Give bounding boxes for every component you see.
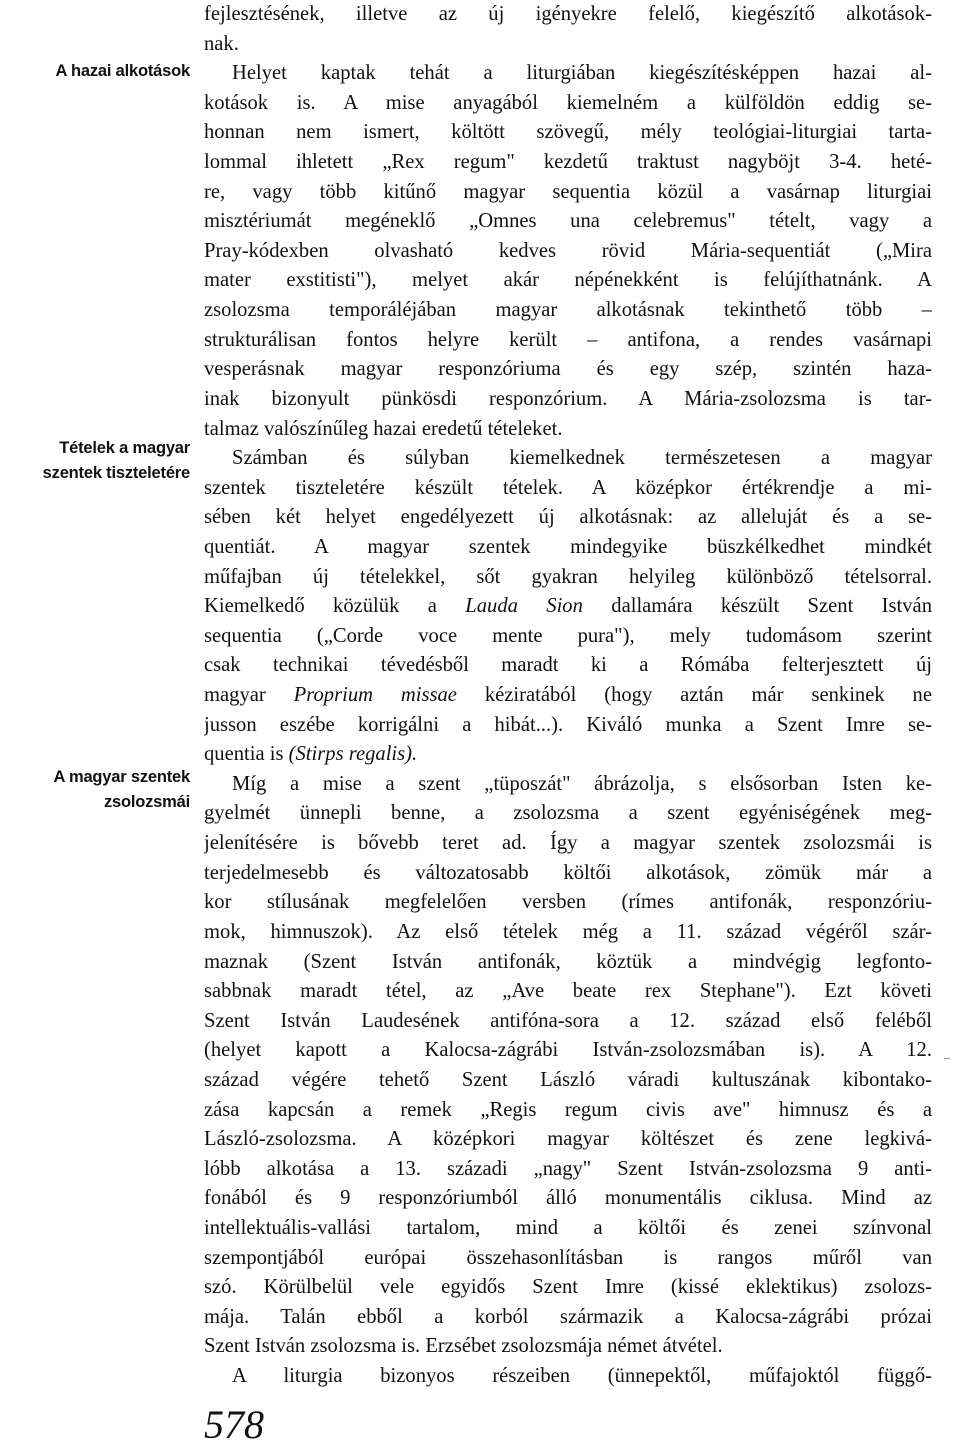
- text-segment: dallamára készült Szent István: [582, 595, 932, 618]
- text-line: csak technikai tévedésből maradt ki a Rómába felterjesztett új: [204, 654, 932, 677]
- text-line: mok, himnuszok). Az első tételek még a 11. század végéről szár-: [204, 920, 932, 943]
- text-line: jelenítésére is bővebb teret ad. Így a magyar szentek zsolozsmái is: [204, 832, 932, 855]
- text-line: [204, 681, 932, 711]
- italic-title: (Stirps regalis).: [288, 743, 418, 766]
- text-line: sében két helyet engedélyezett új alkotásnak: az alleluját és a se-: [204, 506, 932, 529]
- body-text: [204, 0, 932, 1392]
- margin-mark: [944, 1058, 950, 1059]
- text-line: terjedelmesebb és változatosabb költői alkotások, zömük már a: [204, 861, 932, 884]
- italic-title: Proprium missae: [293, 684, 457, 707]
- text-line: re, vagy több kitűnő magyar sequentia közül a vasárnap liturgiai: [204, 180, 932, 203]
- text-line: szó. Körülbelül vele egyidős Szent Imre (kissé eklektikus) zsolozs-: [204, 1276, 932, 1299]
- text-line: zsolozsma temporáléjában magyar alkotásnak tekinthető több –: [204, 299, 932, 322]
- text-line: jusson eszébe korrigálni a hibát...). Kiváló munka a Szent Imre se-: [204, 713, 932, 736]
- text-line: mája. Talán ebből a korból származik a Kalocsa-zágrábi prózai: [204, 1305, 932, 1328]
- text-line: Helyet kaptak tehát a liturgiában kiegészítésképpen hazai al-: [232, 62, 932, 85]
- text-line: szempontjából európai összehasonlításban is rangos műről van: [204, 1246, 932, 1269]
- text-line: quentiát. A magyar szentek mindegyike büszkélkedhet mindkét: [204, 535, 932, 558]
- text-line: mater exstitisti"), melyet akár népénekként is felújíthatnánk. A: [204, 269, 932, 292]
- text-line: fejlesztésének, illetve az új igényekre felelő, kiegészítő alkotások-: [204, 3, 932, 25]
- text-line: Míg a mise a szent „tüposzát" ábrázolja, s elsősorban Isten ke-: [232, 772, 932, 795]
- text-line: műfajban új tételekkel, sőt gyakran helyileg különböző tételsorral.: [204, 565, 932, 588]
- sidenote-line: zsolozsmái: [103, 793, 190, 811]
- text-line: Számban és súlyban kiemelkednek természetesen a magyar: [232, 447, 932, 470]
- text-line: Pray-kódexben olvasható kedves rövid Mária-sequentiát („Mira: [204, 239, 932, 262]
- sidenote-zsolozsmai: [53, 765, 190, 815]
- text-line: strukturálisan fontos helyre került – antifona, a rendes vasárnapi: [204, 328, 932, 351]
- text-line: A liturgia bizonyos részeiben (ünnepektől, műfajoktól függő-: [232, 1365, 932, 1388]
- text-line: sabbnak maradt tétel, az „Ave beate rex Stephane"). Ezt követi: [204, 980, 932, 1003]
- text-line: maznak (Szent István antifonák, köztük a mindvégig legfonto-: [204, 950, 932, 973]
- text-line: Szent István Laudesének antifóna-sora a 12. század első feléből: [204, 1009, 932, 1032]
- sidenote-hazai-alkotasok: [56, 59, 190, 84]
- text-line: század végére tehető Szent László váradi kultuszának kibontako-: [204, 1068, 932, 1091]
- text-segment: kéziratából (hogy aztán már senkinek ne: [456, 684, 932, 707]
- sidenote-line: A magyar szentek: [53, 768, 190, 786]
- text-line: Szent István zsolozsma is. Erzsébet zsolozsmája német átvétel.: [204, 1335, 723, 1358]
- italic-title: Lauda Sion: [465, 595, 583, 618]
- text-line: intellektuális-vallási tartalom, mind a költői és zenei színvonal: [204, 1216, 932, 1239]
- sidenote-line: szentek tiszteletére: [42, 464, 190, 482]
- text-line: kor stílusának megfelelően versben (rímes antifonák, responzóriu-: [204, 891, 932, 914]
- text-line: [204, 740, 932, 770]
- text-line: [204, 592, 932, 622]
- text-line: gyelmét ünnepli benne, a zsolozsma a szent egyéniségének meg-: [204, 802, 932, 825]
- sidenote-tetelek: [43, 436, 190, 486]
- text-segment: magyar: [204, 684, 294, 707]
- sidenote-line: Tételek a magyar: [59, 439, 190, 457]
- text-line: honnan nem ismert, költött szövegű, mély teológiai-liturgiai tarta-: [204, 121, 932, 144]
- sidenote-line: A hazai alkotások: [55, 62, 190, 80]
- text-line: lommal ihletett „Rex regum" kezdetű traktust nagyböjt 3-4. heté-: [204, 151, 932, 174]
- text-line: szentek tiszteletére készült tételek. A középkor értékrendje a mi-: [204, 476, 932, 499]
- text-line: vesperásnak magyar responzóriuma és egy szép, szintén haza-: [204, 358, 932, 381]
- text-line: László-zsolozsma. A középkori magyar költészet és zene legkivá-: [204, 1128, 932, 1151]
- text-line: fonából és 9 responzóriumból álló monumentális ciklusa. Mind az: [204, 1187, 932, 1210]
- text-line: inak bizonyult pünkösdi responzórium. A Mária-zsolozsma is tar-: [204, 387, 932, 410]
- text-line: misztériumát megéneklő „Omnes una celebremus" tételt, vagy a: [204, 210, 932, 233]
- text-line: lóbb alkotása a 13. századi „nagy" Szent István-zsolozsma 9 anti-: [204, 1157, 932, 1180]
- text-line: kotások is. A mise anyagából kiemelném a külföldön eddig se-: [204, 91, 932, 114]
- text-line: zása kapcsán a remek „Regis regum civis ave" himnusz és a: [204, 1098, 932, 1121]
- text-segment: Kiemelkedő közülük a: [204, 595, 466, 618]
- text-line: nak.: [204, 32, 239, 55]
- page-number: 578: [204, 1402, 264, 1447]
- text-line: sequentia („Corde voce mente pura"), mely tudomásom szerint: [204, 624, 932, 647]
- text-segment: quentia is: [204, 743, 289, 766]
- text-line: talmaz valószínűleg hazai eredetű tételeket.: [204, 417, 563, 440]
- text-line: (helyet kapott a Kalocsa-zágrábi István-zsolozsmában is). A 12.: [204, 1039, 932, 1062]
